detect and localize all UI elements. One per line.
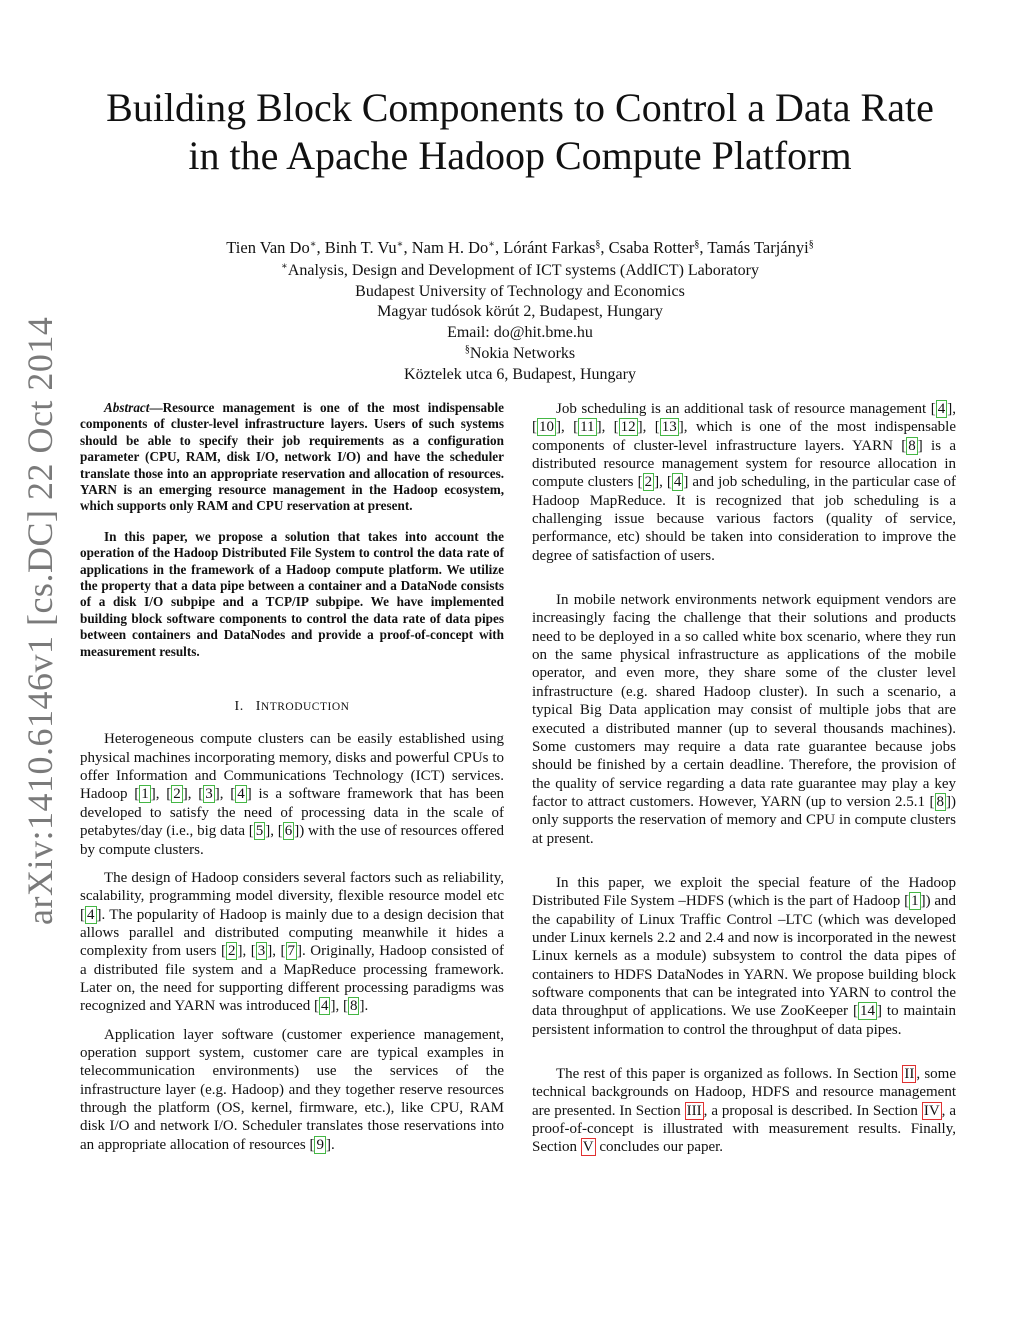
section-ref-link[interactable]: III — [686, 1102, 702, 1119]
text-run: is a distributed resource management system for resource allocation in compute clusters — [532, 437, 956, 491]
author-separator: , — [316, 238, 325, 257]
text-run: and job scheduling, in the particular case of Hadoop MapReduce. It is recognized that job scheduling is a challenging issue because various factors (quality of service, performance, etc) should be taken into consideration to improve the degree of satisfaction of users. — [532, 474, 957, 564]
bracket: [ — [852, 1003, 858, 1020]
text-run: . The popularity of Hadoop is mainly due to a design decision that allows parallel and distributed computing meanwhile it hides a complexity from users — [80, 906, 504, 960]
bracket: ] — [876, 1003, 882, 1020]
text-run: The rest of this paper is organized as follows. In Section — [556, 1066, 903, 1082]
title-line-1: Building Block Components to Control a Data Rate — [106, 85, 934, 130]
section-title-rest: NTRODUCTION — [260, 701, 350, 714]
affiliation-mark: § — [694, 239, 700, 250]
affiliation-mark: ∗ — [396, 239, 404, 250]
comma: , — [219, 786, 231, 803]
bracket: ] — [246, 786, 252, 803]
abstract-dash: — — [149, 400, 163, 415]
text-run: , a proof-of-concept is illustrated with measurement results. Finally, Section — [532, 1102, 956, 1156]
author-separator: , — [403, 238, 412, 257]
bracket: ] — [297, 943, 303, 960]
citation-link[interactable]: 5 — [255, 823, 264, 840]
affiliation-mark: ∗ — [309, 239, 317, 250]
text-run: . — [330, 1136, 335, 1153]
section-title-initial: I — [255, 699, 261, 715]
citation-link[interactable]: 1 — [141, 786, 149, 803]
affiliation-lab — [100, 261, 940, 282]
citation-link[interactable]: 2 — [173, 786, 181, 803]
bracket: [ — [666, 474, 672, 491]
affiliation-mark: ∗ — [488, 239, 496, 250]
abstract-label: Abstract — [104, 400, 150, 415]
text-run: The design of Hadoop considers several factors such as reliability, scalability, programming model diversity, flexible resource model etc — [80, 869, 504, 905]
bracket: [ — [230, 786, 236, 803]
citation-link[interactable]: 8 — [908, 437, 916, 454]
intro-paragraph-6 — [532, 874, 956, 1039]
bracket: [ — [930, 401, 936, 417]
bracket: ] — [946, 793, 951, 810]
comma: , — [155, 786, 167, 803]
text-run: ) and the capability of Linux Traffic Control –LTC (which was developed under Linux kernels 2.2 and 2.4 and now is incorporated in the newest Linux kernels as a module) subsystem to control the data pipes of containers to HDFS DataNodes in YARN. We propose building block software components that can be integrated into YARN to control the data throughput of applications. We use ZooKeeper — [532, 893, 957, 1020]
citation-link[interactable]: 3 — [257, 943, 266, 960]
bracket: [ — [654, 419, 660, 436]
bracket: [ — [80, 906, 85, 923]
text-run: . Originally, Hadoop consisted of a distributed file system and a MapReduce processing framework. Later on, the need for supporting different processing paradigms was recognized and YARN was introduced — [80, 943, 505, 1015]
affiliation-university: Budapest University of Technology and Economics — [355, 282, 685, 300]
bracket: ] — [654, 474, 660, 491]
arxiv-identifier: arXiv:1410.6146v1 [cs.DC] 22 Oct 2014 — [20, 316, 60, 925]
citation-link[interactable]: 7 — [287, 943, 296, 960]
citation-link[interactable]: 11 — [580, 419, 595, 436]
abstract-paragraph-2: In this paper, we propose a solution that takes into account the operation of the Hadoop Distributed File System to control the data rate of applications in the framework of a Hadoop compute platform. We utilize the property that a data pipe between a container and a DataNode consists of a disk I/O subpipe and a TCP/IP subpipe. We have implemented building block software components to control the data rate of data pipes between containers and DataNodes and provide a proof-of-concept with measurement results. — [80, 528, 504, 659]
bracket: [ — [532, 419, 537, 436]
comma: , — [561, 419, 574, 436]
affiliation-lab-text: Analysis, Design and Development of ICT systems (AddICT) Laboratory — [287, 262, 759, 279]
citation-link[interactable]: 12 — [620, 419, 636, 436]
bracket: [ — [220, 943, 226, 960]
author-list — [100, 236, 940, 260]
citation-link[interactable]: 6 — [284, 823, 293, 840]
citation-link[interactable]: 4 — [87, 906, 95, 923]
bracket: ] — [214, 786, 220, 803]
affiliation-mark: § — [464, 343, 470, 355]
text-run: . — [364, 998, 369, 1015]
comma: , — [642, 419, 655, 436]
text-run: Heterogeneous compute clusters can be easily established using physical machines incorporating memory, disks and powerful CPUs to offer Information and Communications Technology (ICT) services. Hadoop — [80, 731, 504, 803]
section-ref-link[interactable]: V — [582, 1139, 594, 1156]
affiliation-company-text: Nokia Networks — [469, 344, 576, 362]
contact-email: Email: do@hit.bme.hu — [447, 324, 593, 342]
bracket: ] — [678, 419, 684, 436]
citation-link[interactable]: 4 — [320, 998, 329, 1015]
bracket: ] — [917, 437, 923, 454]
citation-link[interactable]: 2 — [227, 943, 236, 960]
bracket: ] — [556, 419, 561, 436]
bracket: [ — [280, 943, 286, 960]
author-name: Tamás Tarjányi — [707, 238, 809, 257]
comma: , — [952, 401, 956, 417]
bracket: ] — [237, 943, 243, 960]
affiliation-mark: § — [808, 239, 814, 250]
bracket: [ — [198, 786, 204, 803]
author-name: Csaba Rotter — [608, 238, 695, 257]
bracket: ] — [947, 401, 953, 417]
bracket: [ — [250, 943, 256, 960]
abstract-text-1: Resource management is one of the most indispensable components of cluster-level infrastructure layers. Users of such systems should be able to specify their job requirements as a configuration parameter (CPU, RAM, disk I/O, network I/O) and have the scheduler translate those into an appropriate reservation and allocation of resources. YARN is an emerging resource management in the Hadoop ecosystem, which supports only RAM and CPU reservation at present. — [80, 400, 504, 514]
bracket: ] — [683, 474, 689, 491]
bracket: ] — [596, 419, 602, 436]
bracket: ] — [920, 893, 926, 910]
intro-paragraph-7 — [532, 1065, 956, 1157]
bracket: ] — [96, 906, 102, 923]
paper-title — [60, 84, 980, 180]
bracket: [ — [277, 823, 283, 840]
section-ref-link[interactable]: II — [904, 1066, 915, 1082]
bracket: [ — [313, 998, 319, 1015]
author-separator: , — [699, 238, 708, 257]
bracket: ] — [265, 823, 271, 840]
affiliation-mark: ∗ — [281, 261, 288, 272]
text-run: Application layer software (customer experience management, operation support system, customer care are typical examples in telecommunication environments) use the services of the infrastructure layer (e.g. Hadoop) and they together reserve resources through the platform (OS, kernel, firmware, etc.), like CPU, RAM disk I/O and network I/O. Scheduler translates those reservations into an appropriate allocation of resources — [80, 1026, 504, 1153]
text-run: In this paper, we exploit the special feature of the Hadoop Distributed File System –HDFS (which is the part of Hadoop — [532, 874, 956, 910]
affiliation-address-1: Magyar tudósok körút 2, Budapest, Hungary — [377, 303, 663, 321]
bracket: [ — [573, 419, 579, 436]
citation-link[interactable]: 13 — [661, 419, 677, 436]
bracket: [ — [342, 998, 348, 1015]
intro-paragraph-4 — [532, 400, 956, 565]
section-heading-introduction — [80, 698, 504, 716]
bracket: ] — [150, 786, 156, 803]
text-run: to maintain persistent information to control the throughput of data pipes. — [532, 1003, 956, 1038]
bracket: [ — [901, 437, 907, 454]
affiliation-company — [100, 344, 940, 365]
bracket: [ — [637, 474, 643, 491]
author-name: Tien Van Do — [226, 238, 310, 257]
author-separator: , — [600, 238, 609, 257]
text-run: In mobile network environments network equipment vendors are increasingly facing the challenge that their solutions and products need to be deployed in a so called white box scenario, where they run on the same physical infrastructure as applications of the mobile operator, and even more, they share some of the cluster level infrastructure (e.g. shared Hadoop cluster). In such a scenario, a typical Big Data application may consist of multiple jobs that are executed a distributed manner (up to several thousands machines). Some customers may require a data rate guarantee because jobs should be finished by a certain deadline. Therefore, the provision of the quality of service regarding a data rate guarantee may play a key factor to attract customers. However, YARN (up to version 2.5.1 — [532, 592, 956, 810]
author-name: Lóránt Farkas — [503, 238, 596, 257]
bracket: [ — [929, 793, 935, 810]
citation-link[interactable]: 1 — [911, 893, 919, 910]
intro-paragraph-1 — [80, 730, 504, 858]
bracket: ] — [330, 998, 336, 1015]
intro-paragraph-3 — [80, 1026, 504, 1154]
citation-link[interactable]: 4 — [673, 474, 682, 491]
bracket: ] — [294, 823, 300, 840]
comma: , — [272, 943, 281, 960]
citation-link[interactable]: 4 — [237, 786, 245, 803]
right-column — [532, 400, 956, 1157]
bracket: ] — [325, 1136, 331, 1153]
text-run: , some technical backgrounds on Hadoop, HDFS and resource management are presented. In Section — [532, 1066, 956, 1119]
citation-link[interactable]: 4 — [937, 401, 946, 417]
bracket: ] — [182, 786, 188, 803]
text-run: ) only supports the reservation of memory and CPU in compute clusters at present. — [532, 793, 956, 847]
citation-link[interactable]: 14 — [859, 1003, 875, 1020]
author-separator: , — [495, 238, 504, 257]
abstract-paragraph-1 — [80, 400, 504, 515]
bracket: ] — [637, 419, 643, 436]
text-run: ) with the use of resources offered by compute clusters. — [80, 823, 504, 858]
bracket: ] — [359, 998, 365, 1015]
affiliation-address-2: Köztelek utca 6, Budapest, Hungary — [404, 365, 636, 383]
text-run: concludes our paper. — [595, 1139, 724, 1156]
comma: , — [270, 823, 278, 840]
citation-link[interactable]: 2 — [644, 474, 653, 491]
citation-link[interactable]: 8 — [349, 998, 358, 1015]
comma: , — [335, 998, 343, 1015]
text-run: , a proposal is described. In Section — [703, 1102, 922, 1119]
bracket: [ — [134, 786, 140, 803]
left-column — [80, 400, 504, 1154]
bracket: [ — [309, 1136, 315, 1153]
title-line-2: in the Apache Hadoop Compute Platform — [188, 133, 852, 178]
bracket: [ — [248, 823, 254, 840]
citation-link[interactable]: 10 — [539, 419, 554, 436]
affiliation-mark: § — [595, 239, 601, 250]
bracket: [ — [613, 419, 619, 436]
comma: , — [659, 474, 667, 491]
bracket: ] — [267, 943, 273, 960]
text-run: , which is one of the most indispensable components of cluster-level infrastructure layers. YARN — [532, 419, 956, 454]
comma: , — [187, 786, 199, 803]
author-name: Nam H. Do — [411, 238, 489, 257]
citation-link[interactable]: 8 — [936, 793, 944, 810]
bracket: [ — [166, 786, 172, 803]
intro-paragraph-5 — [532, 591, 956, 848]
text-run: is a software framework that has been developed to satisfy the need of processing data in the scale of petabytes/day (i.e., big data — [80, 786, 505, 840]
text-run: Job scheduling is an additional task of resource management — [556, 401, 931, 417]
citation-link[interactable]: 3 — [205, 786, 213, 803]
comma: , — [601, 419, 614, 436]
comma: , — [242, 943, 251, 960]
section-ref-link[interactable]: IV — [923, 1102, 940, 1119]
author-block — [100, 236, 940, 385]
bracket: [ — [904, 893, 910, 910]
citation-link[interactable]: 9 — [316, 1136, 324, 1153]
section-numeral: I. — [234, 699, 244, 715]
intro-paragraph-2 — [80, 869, 504, 1016]
author-name: Binh T. Vu — [324, 238, 397, 257]
